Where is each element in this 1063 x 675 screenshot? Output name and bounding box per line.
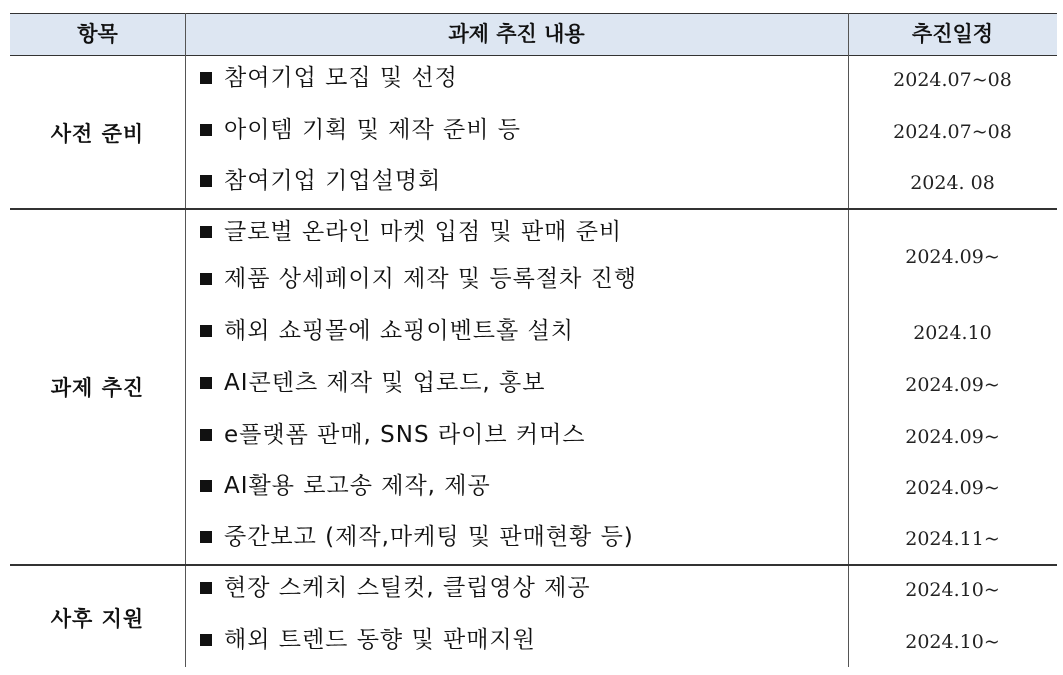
task-item: 중간보고 (제작,마케팅 및 판매현황 등) (200, 522, 634, 552)
bullet-square-icon (200, 429, 212, 441)
bullet-square-icon (200, 377, 212, 389)
task-item: 제품 상세페이지 제작 및 등록절차 진행 (200, 264, 637, 294)
bullet-square-icon (200, 72, 212, 84)
task-item: 참여기업 기업설명회 (200, 166, 441, 196)
schedule-date: 2024.09~ (905, 426, 1000, 448)
section-divider (10, 564, 1057, 566)
bullet-square-icon (200, 325, 212, 337)
bullet-square-icon (200, 582, 212, 594)
schedule-date: 2024.07~08 (893, 69, 1012, 91)
bullet-square-icon (200, 273, 212, 285)
schedule-date: 2024.10 (913, 322, 992, 344)
bullet-square-icon (200, 226, 212, 238)
bullet-square-icon (200, 124, 212, 136)
task-item: AI콘텐츠 제작 및 업로드, 홍보 (200, 368, 545, 398)
header-category: 항목 (77, 22, 118, 46)
task-item: 해외 쇼핑몰에 쇼핑이벤트홀 설치 (200, 316, 574, 346)
task-item: 현장 스케치 스틸컷, 클립영상 제공 (200, 573, 591, 603)
category-label: 사후 지원 (50, 607, 145, 631)
task-item: 아이템 기획 및 제작 준비 등 (200, 115, 521, 145)
schedule-date: 2024.09~ (905, 374, 1000, 396)
schedule-date: 2024.09~ (905, 477, 1000, 499)
header-content: 과제 추진 내용 (448, 22, 585, 46)
schedule-date: 2024.10~ (905, 631, 1000, 653)
header-schedule: 추진일정 (911, 22, 994, 46)
task-item: 글로벌 온라인 마켓 입점 및 판매 준비 (200, 217, 622, 247)
bullet-square-icon (200, 175, 212, 187)
bullet-square-icon (200, 531, 212, 543)
category-label: 과제 추진 (50, 376, 145, 400)
bullet-square-icon (200, 480, 212, 492)
schedule-date: 2024.11~ (905, 528, 1000, 550)
bullet-square-icon (200, 634, 212, 646)
task-item: AI활용 로고송 제작, 제공 (200, 471, 491, 501)
task-item: e플랫폼 판매, SNS 라이브 커머스 (200, 420, 586, 450)
schedule-date: 2024.09~ (905, 246, 1000, 268)
category-label: 사전 준비 (50, 122, 145, 146)
task-item: 참여기업 모집 및 선정 (200, 63, 458, 93)
schedule-date: 2024.07~08 (893, 121, 1012, 143)
schedule-date: 2024. 08 (910, 172, 995, 194)
schedule-date: 2024.10~ (905, 579, 1000, 601)
task-item: 해외 트렌드 동향 및 판매지원 (200, 625, 536, 655)
table-header (10, 13, 1057, 56)
section-divider (10, 208, 1057, 210)
column-divider (185, 13, 186, 667)
